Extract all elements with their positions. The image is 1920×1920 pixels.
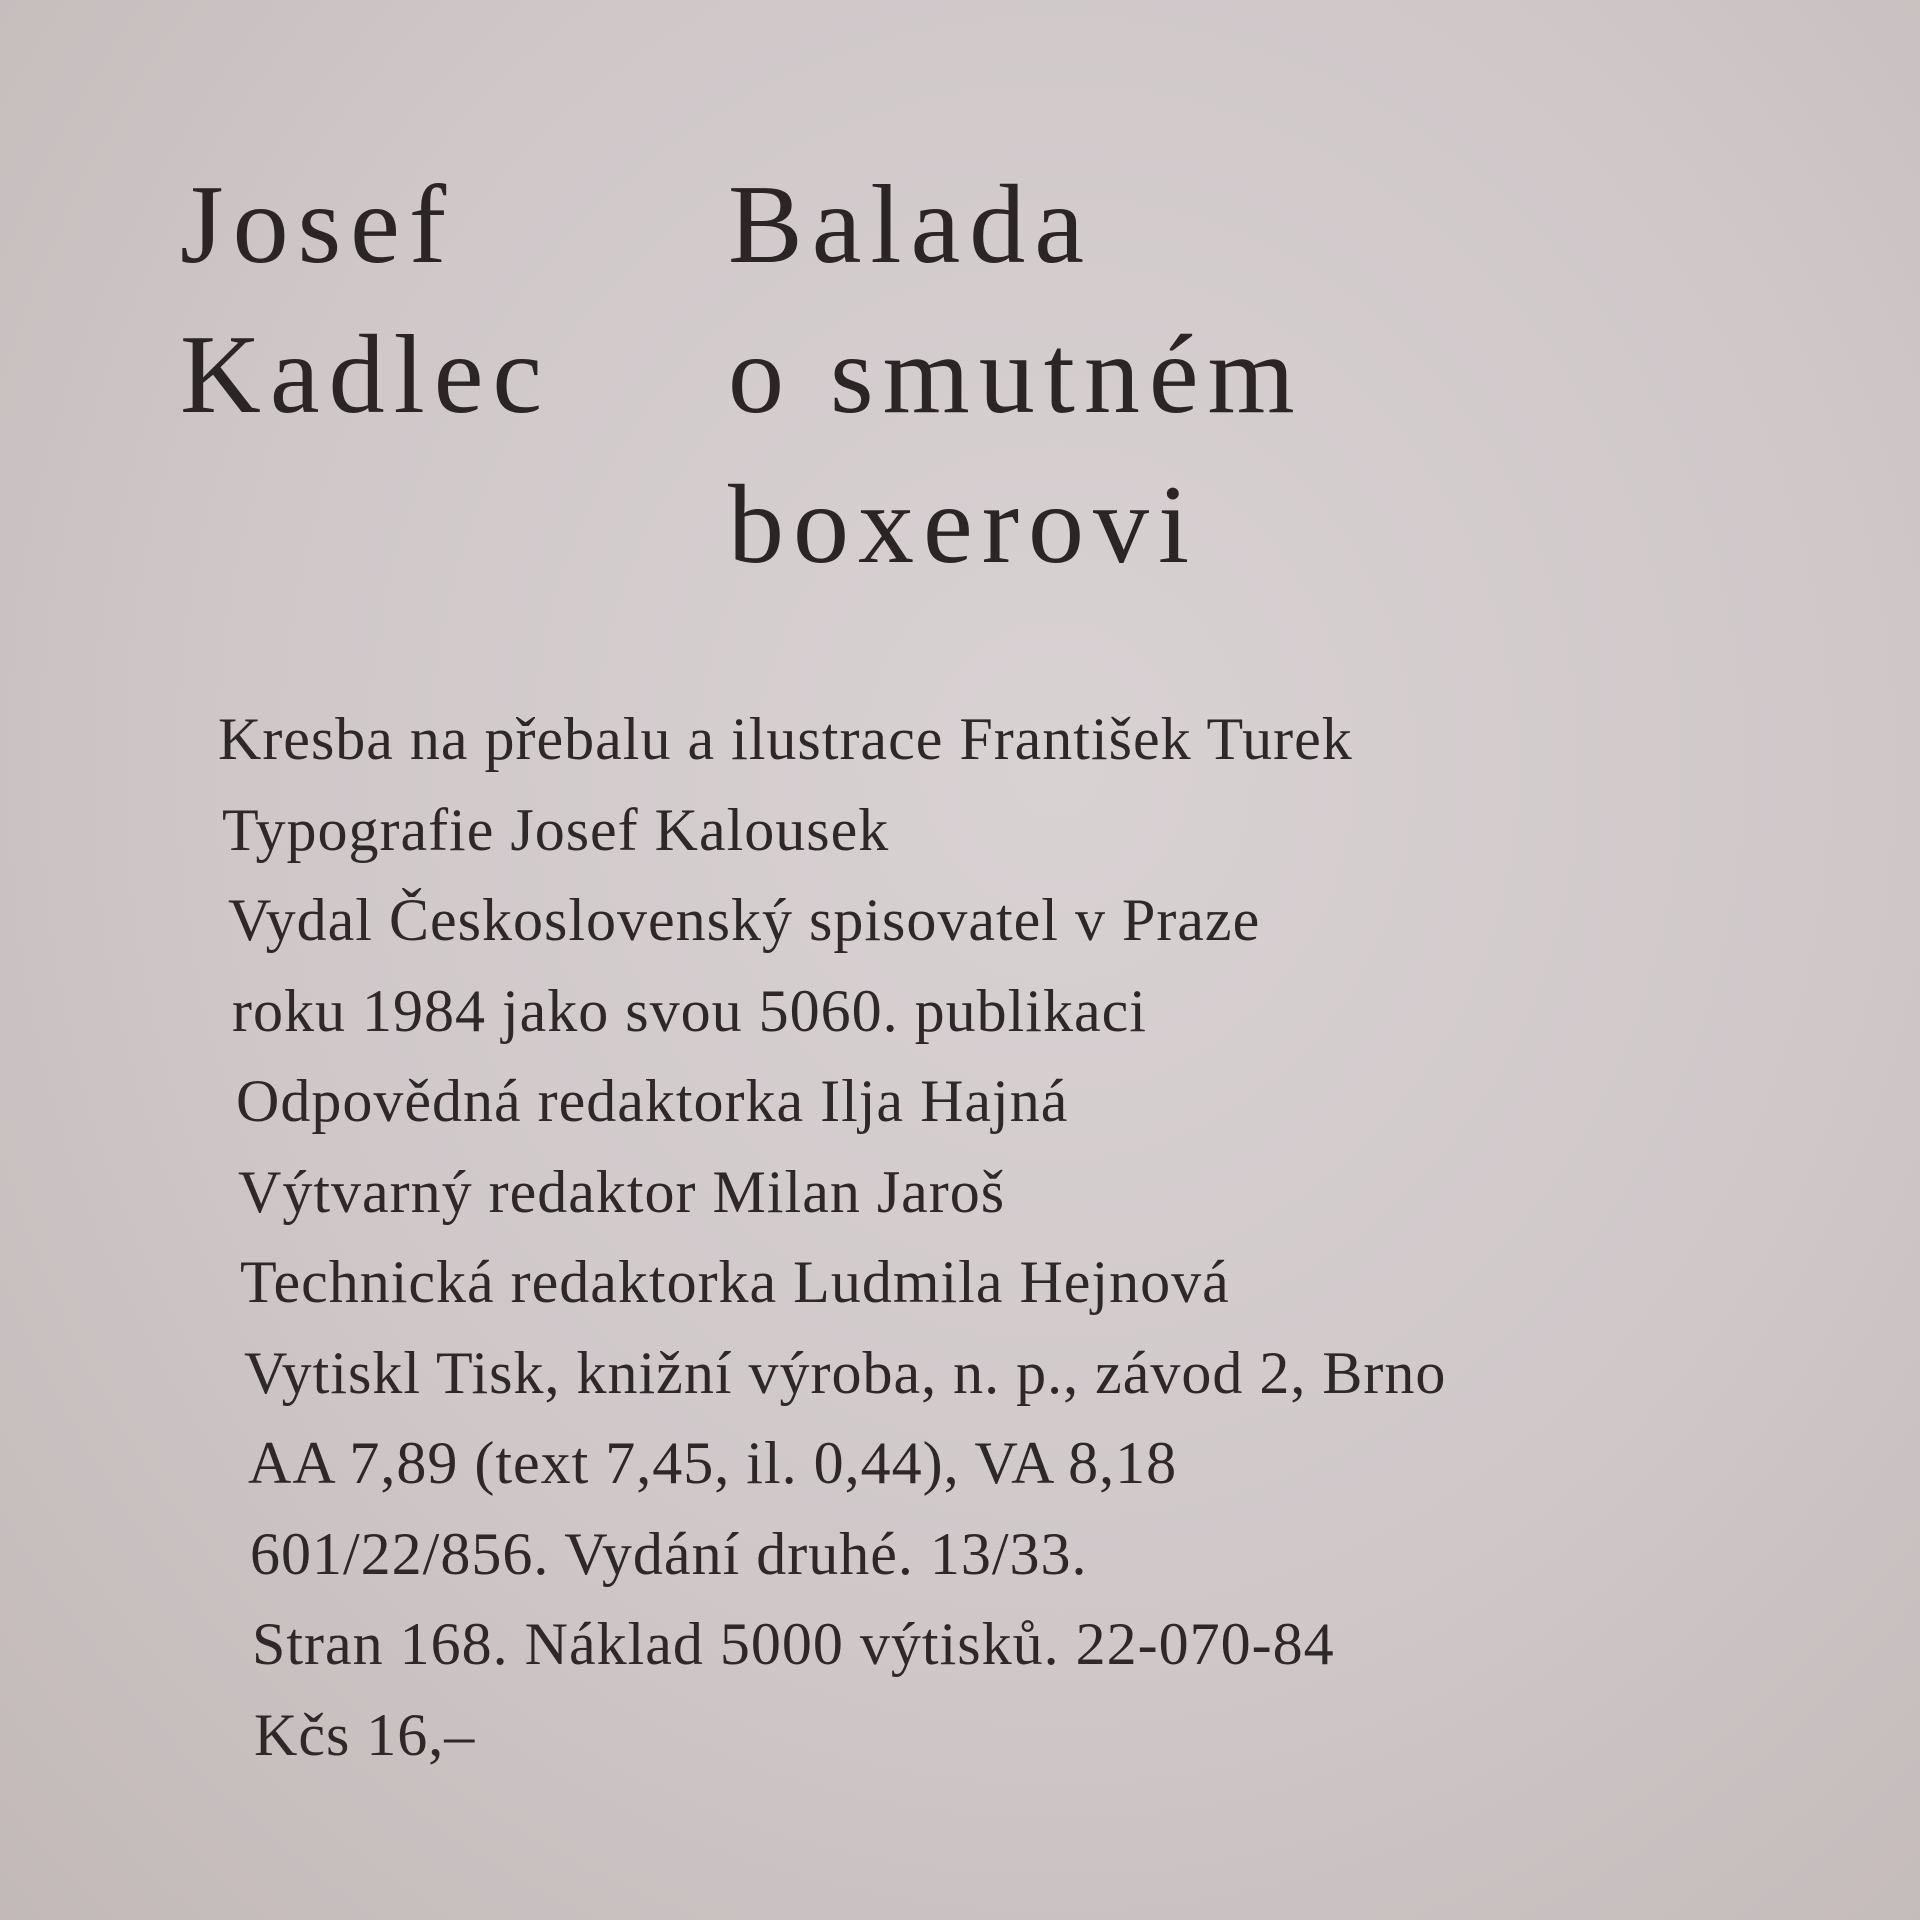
price-line: Kčs 16,– [254,1701,476,1768]
title-line: boxerovi [728,463,1199,587]
author-last-name: Kadlec [180,313,552,437]
colophon-line: Výtvarný redaktor Milan Jaroš [238,1158,1006,1225]
colophon [218,694,1446,1780]
colophon-line: 601/22/856. Vydání druhé. 13/33. [250,1520,1088,1587]
author-name [180,150,551,450]
colophon-line: AA 7,89 (text 7,45, il. 0,44), VA 8,18 [248,1430,1178,1496]
colophon-line: roku 1984 jako svou 5060. publikaci [232,977,1147,1044]
colophon-line: Typografie Josef Kalousek [222,796,890,863]
book-title [728,150,1304,600]
colophon-line: Vydal Československý spisovatel v Praze [228,887,1261,953]
colophon-line: Technická redaktorka Ludmila Hejnová [240,1249,1230,1315]
title-line: o smutném [728,313,1304,437]
colophon-line: Odpovědná redaktorka Ilja Hajná [236,1068,1069,1134]
colophon-line: Vytiskl Tisk, knižní výroba, n. p., závod 2, Brno [244,1339,1447,1406]
colophon-line: Kresba na přebalu a ilustrace František Turek [218,706,1353,772]
colophon-line: Stran 168. Náklad 5000 výtisků. 22-070-84 [252,1611,1335,1677]
title-line: Balada [728,163,1093,287]
author-first-name: Josef [180,163,456,287]
